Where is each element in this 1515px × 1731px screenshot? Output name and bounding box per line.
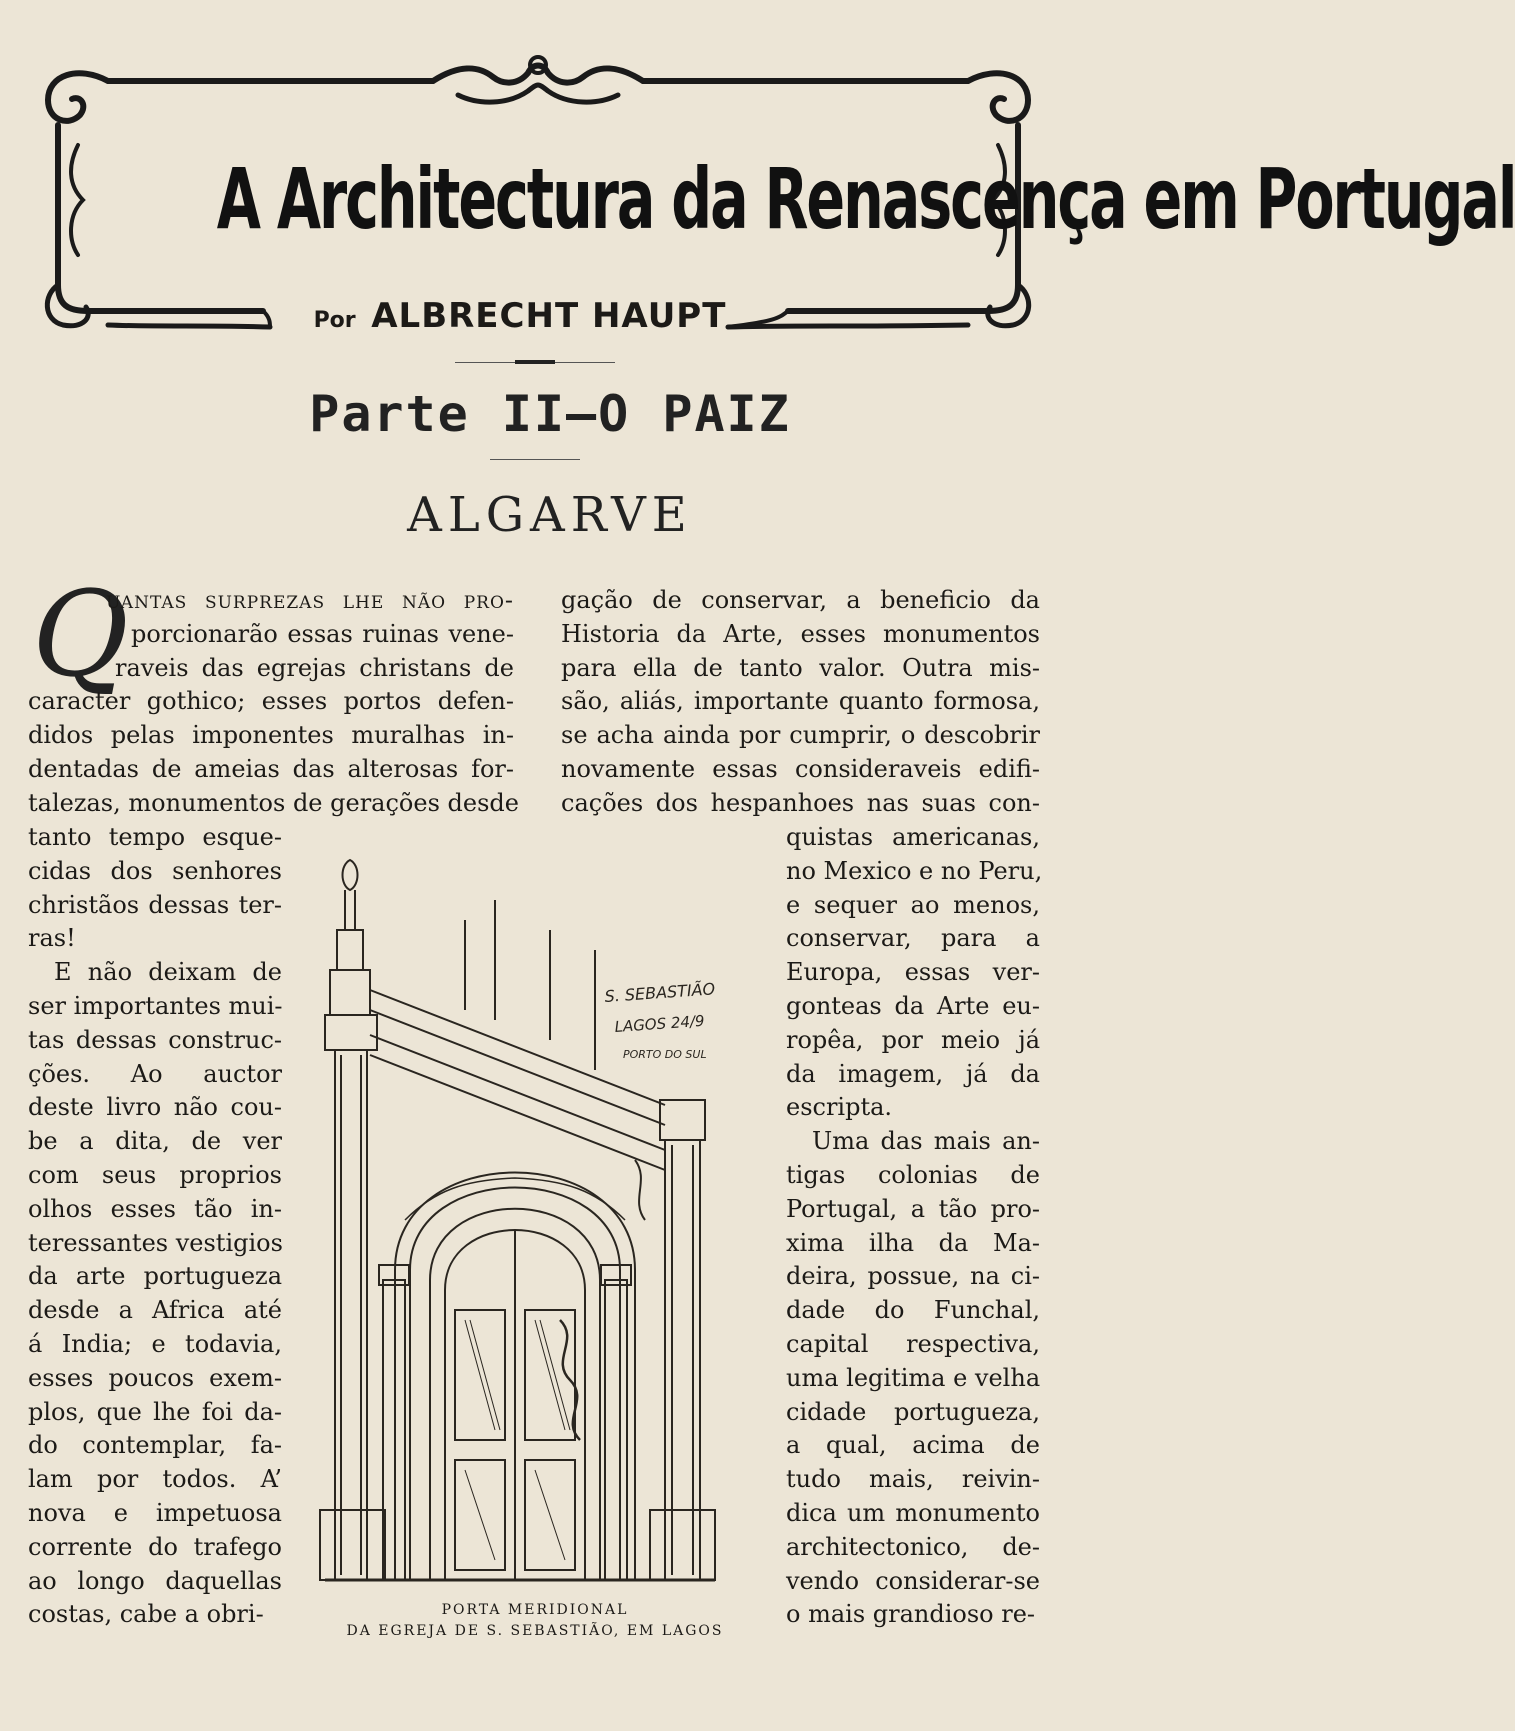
church-portal-illustration — [305, 840, 765, 1595]
text-line: da imagem, já da — [786, 1059, 1040, 1088]
text-line: be a dita, de ver — [28, 1127, 282, 1156]
text-line: esses poucos exem- — [28, 1363, 282, 1392]
text-line: capital respectiva, — [786, 1329, 1040, 1358]
text-line: ser importantes mui- — [28, 991, 283, 1020]
sketch-note-line: S. SEBASTIÃO — [603, 979, 716, 1006]
text-line: caracter gothico; esses portos defen- — [28, 687, 514, 716]
text-line: porcionarão essas ruinas vene- — [131, 619, 514, 648]
text-line: tanto tempo esque- — [28, 823, 282, 851]
text-line: ao longo daquellas — [28, 1566, 282, 1595]
text-line: christãos dessas ter- — [28, 890, 282, 919]
text-line: dica um monumento — [786, 1498, 1040, 1527]
text-line: são, aliás, importante quanto formosa, — [561, 687, 1040, 716]
text-line: vendo considerar-se — [786, 1566, 1040, 1595]
caption-line: PORTA MERIDIONAL — [441, 1602, 629, 1618]
drop-cap: Q — [32, 565, 129, 703]
text-line: ropêa, por meio já — [786, 1025, 1040, 1054]
text-line: o mais grandioso re- — [786, 1600, 1036, 1629]
text-line: do contemplar, fa- — [28, 1431, 282, 1460]
text-line: nova e impetuosa — [28, 1498, 282, 1527]
text-line: xima ilha da Ma- — [786, 1228, 1040, 1257]
text-line: gonteas da Arte eu- — [786, 991, 1040, 1020]
text-line: didos pelas imponentes muralhas in- — [28, 721, 514, 750]
sketch-note-line: PORTO DO SUL — [623, 1048, 707, 1061]
text-line: talezas, monumentos de gerações desde — [28, 788, 519, 817]
text-line: ções. Ao auctor — [28, 1059, 282, 1088]
divider-lower — [490, 459, 580, 460]
text-line: tudo mais, reivin- — [786, 1465, 1040, 1494]
text-line: Europa, essas ver- — [786, 958, 1040, 987]
text-line: Historia da Arte, esses monumentos — [561, 619, 1040, 648]
text-line — [106, 584, 514, 618]
text-line: cidas dos senhores — [28, 856, 282, 885]
text-line: plos, que lhe foi da- — [28, 1397, 282, 1426]
text-line: no Mexico e no Peru, — [786, 856, 1043, 885]
text-line: quistas americanas, — [786, 823, 1040, 851]
author-name: ALBRECHT HAUPT — [371, 296, 727, 336]
article-title: A Architectura da Renascença em Portugal — [216, 150, 1515, 248]
text-line: á India; e todavia, — [28, 1329, 282, 1358]
right-column-top — [561, 584, 1040, 821]
byline-prefix: Por — [313, 308, 356, 333]
text-line: a qual, acima de — [786, 1431, 1040, 1460]
text-line: Portugal, a tão pro- — [786, 1194, 1040, 1223]
text-line: deira, possue, na ci- — [786, 1262, 1040, 1291]
byline — [300, 296, 740, 336]
caption-line: DA EGREJA DE S. SEBASTIÃO, EM LAGOS — [346, 1623, 724, 1639]
text-line: tas dessas construc- — [28, 1025, 282, 1054]
text-line: novamente essas consideraveis edifi- — [561, 754, 1040, 783]
text-line: para ella de tanto valor. Outra mis- — [561, 653, 1040, 682]
text-line: E não deixam de — [54, 958, 282, 987]
text-line: cações dos hespanhoes nas suas con- — [561, 788, 1040, 817]
text-line: gação de conservar, a beneficio da — [561, 586, 1040, 614]
right-column-narrow — [786, 821, 1043, 1632]
text-line: escripta. — [786, 1093, 893, 1122]
text-line: Uma das mais an- — [812, 1127, 1040, 1156]
text-line: desde a Africa até — [28, 1296, 282, 1325]
part-title: Parte II—O PAIZ — [309, 385, 791, 443]
section-title: ALGARVE — [407, 487, 693, 543]
text-line: conservar, para a — [786, 924, 1040, 953]
text-line: da arte portugueza — [28, 1262, 282, 1291]
text-line: uma legitima e velha — [786, 1363, 1041, 1392]
text-line-content: uantas surprezas lhe não pro- — [106, 586, 514, 614]
text-line: e sequer ao menos, — [786, 890, 1040, 919]
figure-caption — [320, 1600, 750, 1642]
text-line: architectonico, de- — [786, 1532, 1040, 1561]
text-line: cidade portugueza, — [786, 1397, 1040, 1426]
text-line: corrente do trafego — [28, 1532, 282, 1561]
text-line: deste livro não cou- — [28, 1093, 282, 1122]
text-line: dade do Funchal, — [786, 1296, 1040, 1325]
text-line: dentadas de ameias das alterosas for- — [28, 754, 514, 783]
sketch-note-line: LAGOS 24/9 — [614, 1011, 706, 1036]
text-line: tigas colonias de — [786, 1160, 1040, 1189]
left-column-top — [28, 584, 519, 821]
text-line: se acha ainda por cumprir, o descobrir — [561, 721, 1040, 750]
text-line: costas, cabe a obri- — [28, 1600, 264, 1629]
left-column-narrow — [28, 821, 282, 1632]
text-line: lam por todos. A’ — [28, 1465, 282, 1494]
text-line: olhos esses tão in- — [28, 1194, 282, 1223]
text-line: raveis das egrejas christans de — [115, 653, 514, 682]
divider-upper-bar — [515, 360, 555, 364]
text-line: teressantes vestigios — [28, 1228, 283, 1257]
text-line: ras! — [28, 924, 76, 953]
text-line: com seus proprios — [28, 1160, 282, 1189]
